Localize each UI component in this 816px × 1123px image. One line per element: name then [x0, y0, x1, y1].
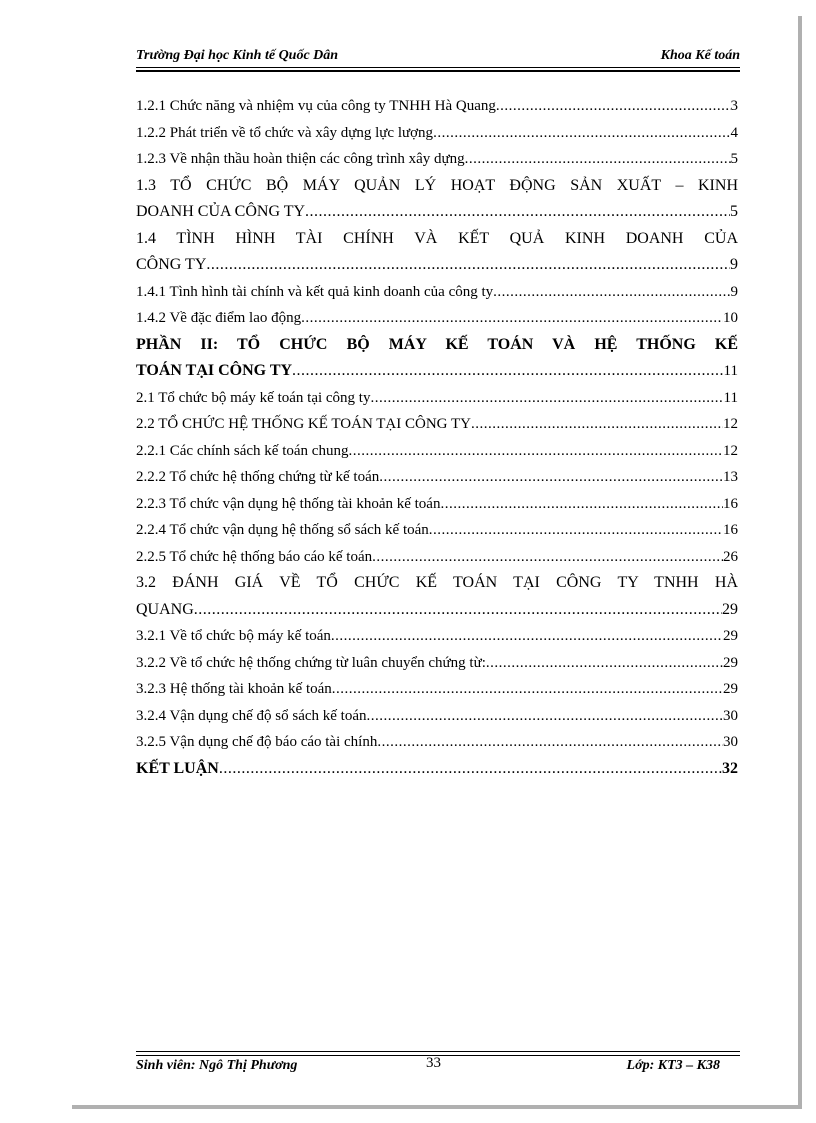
toc-entry[interactable] [136, 491, 738, 518]
toc-page-number: 12 [723, 416, 738, 432]
toc-page-number: 30 [723, 734, 738, 750]
toc-page-number: 11 [723, 363, 738, 379]
toc-entry-title: 1.2.1 Chức năng và nhiệm vụ của công ty TNHH Hà Quang [136, 98, 496, 114]
toc-page-number: 3 [730, 98, 738, 114]
toc-entry[interactable] [136, 199, 738, 226]
toc-leader [194, 597, 722, 624]
toc-entry[interactable] [136, 93, 738, 120]
toc-leader [486, 650, 723, 677]
toc-entry[interactable] [136, 650, 738, 677]
toc-entry-title: 1.2.2 Phát triển về tổ chức và xây dựng lực lượng [136, 124, 434, 141]
footer-student: Sinh viên: Ngô Thị Phương [136, 1058, 298, 1073]
toc-page-number: 29 [723, 628, 738, 644]
footer-class: Lớp: KT3 – K38 [626, 1058, 720, 1073]
toc-page-number: 32 [722, 759, 738, 777]
toc-entry[interactable] [136, 544, 738, 571]
table-of-contents [136, 93, 738, 782]
toc-leader [305, 199, 730, 226]
toc-entry[interactable] [136, 385, 738, 412]
toc-entry[interactable] [136, 517, 738, 544]
toc-leader [206, 252, 730, 279]
toc-entry[interactable] [136, 411, 738, 438]
toc-page-number: 11 [723, 389, 738, 406]
toc-page-number: 4 [730, 124, 738, 141]
toc-entry-title: DOANH CỦA CÔNG TY [136, 203, 306, 220]
toc-entry-title: 3.2.5 Vận dụng chế độ báo cáo tài chính [136, 734, 378, 750]
toc-page-number: 5 [730, 151, 738, 167]
toc-page-number: 9 [730, 283, 738, 300]
toc-entry[interactable] [136, 756, 738, 783]
toc-entry-title-line1[interactable]: 1.4 TÌNH HÌNH TÀI CHÍNH VÀ KẾT QUẢ KINH DOANH CỦA [136, 229, 738, 247]
toc-page-number: 26 [723, 548, 738, 565]
toc-leader [372, 544, 723, 571]
toc-page-number: 16 [723, 495, 738, 512]
toc-entry[interactable] [136, 358, 738, 385]
toc-entry[interactable] [136, 305, 738, 332]
header-faculty: Khoa Kế toán [660, 48, 740, 63]
toc-entry-title: 3.2.2 Về tổ chức hệ thống chứng từ luân chuyển chứng từ: [136, 654, 486, 671]
toc-entry-title: 2.2.2 Tổ chức hệ thống chứng từ kế toán [136, 469, 380, 485]
header-university: Trường Đại học Kinh tế Quốc Dân [136, 48, 339, 63]
toc-entry[interactable] [136, 146, 738, 173]
toc-entry[interactable] [136, 279, 738, 306]
header-rule [136, 67, 740, 68]
toc-page-number: 13 [723, 469, 738, 485]
toc-leader [440, 491, 723, 518]
toc-entry-title: 3.2.4 Vận dụng chế độ sổ sách kế toán [136, 707, 367, 724]
header-rule-thick [136, 70, 740, 72]
toc-leader [292, 358, 724, 385]
toc-page-number: 16 [723, 522, 738, 538]
toc-entry-title: 2.2.3 Tổ chức vận dụng hệ thống tài khoản kế toán [136, 495, 441, 512]
toc-leader [370, 385, 723, 412]
toc-entry-title: 1.4.1 Tình hình tài chính và kết quả kinh doanh của công ty [136, 283, 494, 300]
toc-entry-title: 2.2.1 Các chính sách kế toán chung [136, 442, 349, 459]
toc-leader [377, 729, 723, 756]
toc-leader [331, 623, 723, 650]
toc-leader [348, 438, 723, 465]
toc-page-number: 29 [723, 681, 738, 697]
toc-leader [301, 305, 723, 332]
footer-page-number: 33 [426, 1055, 441, 1071]
toc-entry-title: 2.2 TỔ CHỨC HỆ THỐNG KẾ TOÁN TẠI CÔNG TY [136, 416, 471, 432]
toc-leader [367, 703, 723, 730]
toc-leader [493, 279, 730, 306]
toc-leader [465, 146, 731, 173]
toc-entry-title: 1.2.3 Về nhận thầu hoàn thiện các công trình xây dựng [136, 151, 465, 167]
toc-page-number: 5 [730, 203, 738, 220]
toc-leader [379, 464, 723, 491]
toc-part-title-line1[interactable]: PHẦN II: TỔ CHỨC BỘ MÁY KẾ TOÁN VÀ HỆ THỐNG KẾ [136, 335, 738, 353]
toc-entry[interactable] [136, 597, 738, 624]
toc-entry[interactable] [136, 438, 738, 465]
toc-entry-title: KẾT LUẬN [136, 759, 219, 777]
toc-entry-title: TOÁN TẠI CÔNG TY [136, 362, 293, 379]
toc-page-number: 9 [730, 256, 738, 273]
toc-leader [496, 93, 731, 120]
toc-entry-title: 1.4.2 Về đặc điểm lao động [136, 310, 302, 326]
toc-entry-title-line1[interactable]: 3.2 ĐÁNH GIÁ VỀ TỔ CHỨC KẾ TOÁN TẠI CÔNG TY TNHH HÀ [136, 574, 738, 591]
toc-page-number: 30 [723, 707, 738, 724]
toc-entry-title: 2.1 Tổ chức bộ máy kế toán tại công ty [136, 389, 371, 406]
toc-entry-title: CÔNG TY [136, 256, 207, 273]
toc-entry[interactable] [136, 623, 738, 650]
toc-leader [433, 120, 730, 147]
toc-leader [429, 517, 723, 544]
toc-page-number: 29 [722, 600, 738, 618]
toc-entry[interactable] [136, 703, 738, 730]
toc-entry-title: 2.2.4 Tổ chức vận dụng hệ thống sổ sách kế toán [136, 522, 429, 538]
toc-entry-title: QUANG [136, 600, 194, 618]
toc-page-number: 12 [723, 442, 738, 459]
page-footer [136, 1055, 740, 1080]
toc-leader [219, 756, 722, 783]
toc-page-number: 10 [723, 310, 738, 326]
toc-page-number: 29 [723, 654, 738, 671]
toc-entry[interactable] [136, 676, 738, 703]
toc-leader [471, 411, 723, 438]
toc-entry[interactable] [136, 729, 738, 756]
toc-leader [332, 676, 723, 703]
footer-rule [136, 1051, 740, 1052]
toc-entry[interactable] [136, 464, 738, 491]
toc-entry-title: 3.2.3 Hệ thống tài khoản kế toán [136, 681, 332, 697]
toc-entry-title: 3.2.1 Về tổ chức bộ máy kế toán [136, 628, 331, 644]
toc-entry[interactable] [136, 252, 738, 279]
toc-entry-title-line1[interactable]: 1.3 TỔ CHỨC BỘ MÁY QUẢN LÝ HOẠT ĐỘNG SẢN XUẤT – KINH [136, 176, 738, 194]
toc-entry-title: 2.2.5 Tổ chức hệ thống báo cáo kế toán [136, 548, 373, 565]
toc-entry[interactable] [136, 120, 738, 147]
